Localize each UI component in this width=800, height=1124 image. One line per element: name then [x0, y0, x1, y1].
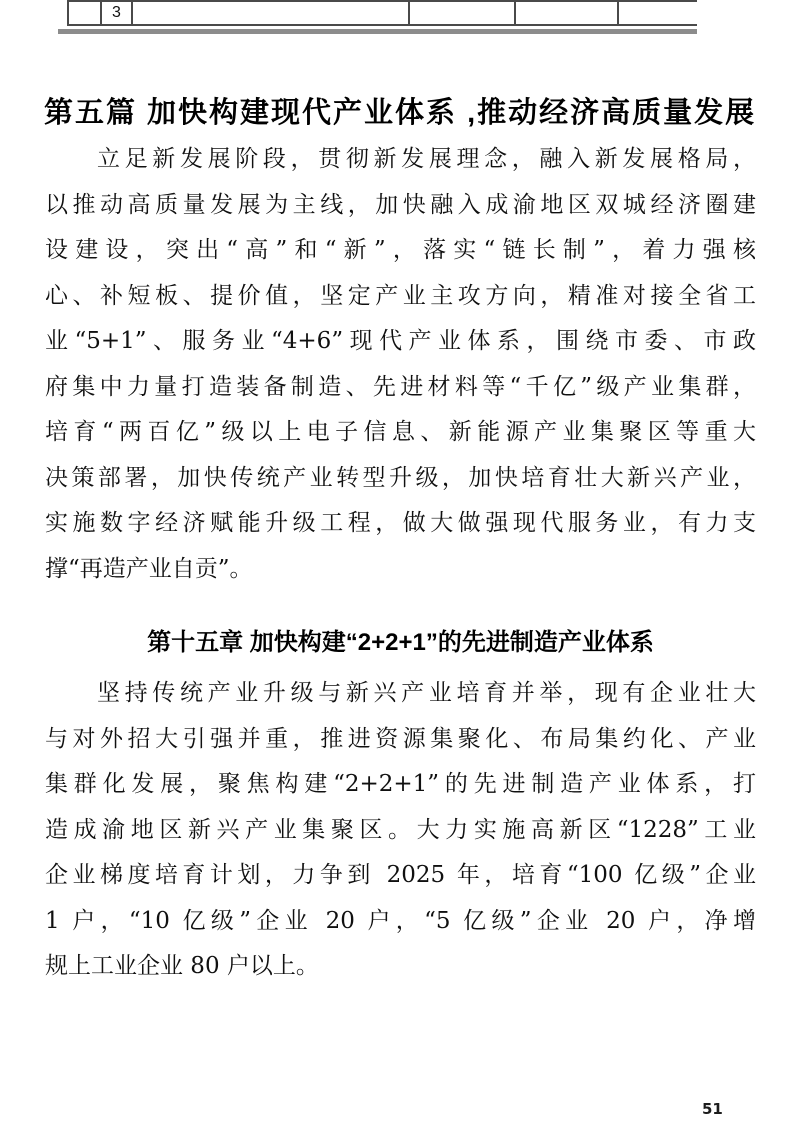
table-cell [67, 2, 102, 24]
paragraph-line: 坚持传统产业升级与新兴产业培育并举，现有企业壮大 [97, 680, 756, 706]
paragraph-line: 撑“再造产业自贡”。 [45, 555, 253, 582]
page-number: 51 [702, 1100, 723, 1118]
paragraph-line: 立足新发展阶段，贯彻新发展理念，融入新发展格局， [97, 146, 756, 172]
paragraph-line: 1 户，“10 亿级”企业 20 户，“5 亿级”企业 20 户，净增 [45, 907, 756, 934]
paragraph-line: 业“5+1”、服务业“4+6”现代产业体系，围绕市委、市政 [45, 328, 756, 354]
table-cell [133, 2, 410, 24]
paragraph-line: 决策部署，加快传统产业转型升级，加快培育壮大新兴产业， [45, 464, 756, 491]
part-heading: 第五篇 加快构建现代产业体系 ,推动经济高质量发展 [44, 97, 757, 130]
paragraph-line: 心、补短板、提价值，坚定产业主攻方向，精准对接全省工 [45, 282, 756, 309]
table-cell [619, 2, 697, 24]
paragraph-line: 规上工业企业 80 户以上。 [45, 953, 319, 979]
table-cell-row-number: 3 [102, 2, 133, 24]
chapter-heading: 第十五章 加快构建“2+2+1”的先进制造产业体系 [147, 628, 654, 656]
table-fragment [67, 0, 697, 26]
paragraph-line: 企业梯度培育计划，力争到 2025 年，培育“100 亿级”企业 [45, 862, 756, 888]
paragraph-line: 实施数字经济赋能升级工程，做大做强现代服务业，有力支 [45, 510, 756, 536]
paragraph-line: 府集中力量打造装备制造、先进材料等“千亿”级产业集群， [45, 373, 756, 400]
paragraph-line: 造成渝地区新兴产业集聚区。大力实施高新区“1228”工业 [45, 816, 756, 843]
paragraph-2 [45, 671, 756, 990]
paragraph-line: 以推动高质量发展为主线，加快融入成渝地区双城经济圈建 [45, 191, 756, 218]
paragraph-line: 培育“两百亿”级以上电子信息、新能源产业集聚区等重大 [45, 419, 756, 445]
paragraph-line: 集群化发展，聚焦构建“2+2+1”的先进制造产业体系，打 [45, 771, 756, 797]
table-cell [516, 2, 619, 24]
table-bottom-rule [58, 29, 697, 34]
paragraph-line: 与对外招大引强并重，推进资源集聚化、布局集约化、产业 [45, 725, 756, 752]
paragraph-1 [45, 137, 756, 592]
table-row [67, 0, 697, 26]
table-cell [410, 2, 516, 24]
paragraph-line: 设建设，突出“高”和“新”，落实“链长制”，着力强核 [45, 237, 756, 263]
